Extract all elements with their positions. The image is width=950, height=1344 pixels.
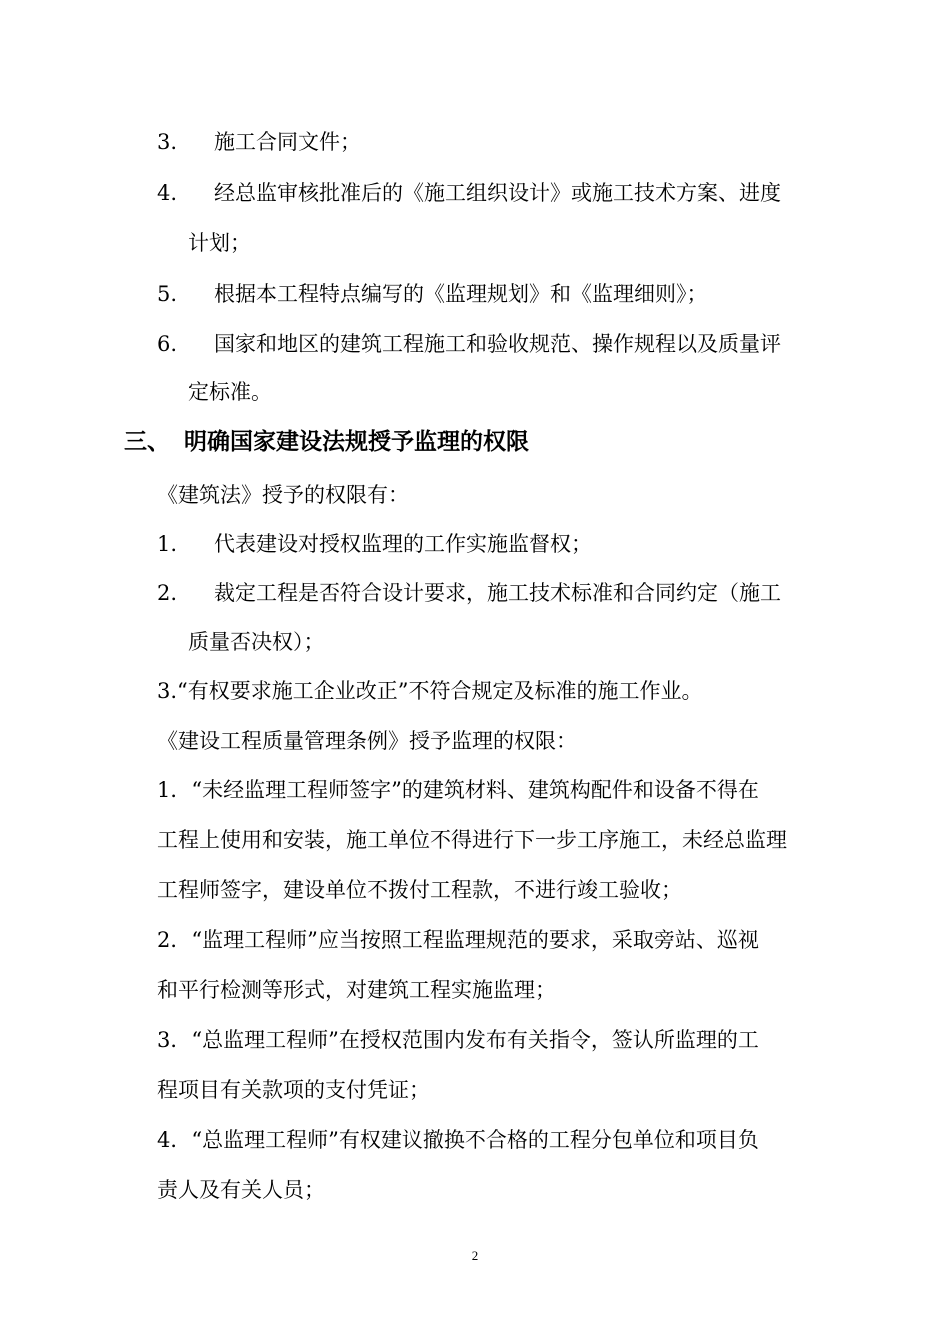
paragraph-line: 和平行检测等形式，对建筑工程实施监理；	[157, 978, 556, 1002]
section-title: 明确国家建设法规授予监理的权限	[184, 429, 529, 455]
section-heading	[124, 427, 529, 457]
building-law-intro: 《建筑法》授予的权限有：	[157, 483, 409, 507]
list-item-continuation: 计划；	[188, 231, 251, 255]
list-item-text: 根据本工程特点编写的《监理规划》和《监理细则》；	[214, 282, 708, 306]
list-item	[157, 179, 781, 207]
list-item-number: 4.	[157, 181, 178, 205]
list-item-number: 5.	[157, 282, 178, 306]
list-item	[157, 280, 708, 308]
list-item-number: 2.	[157, 581, 178, 605]
paragraph-line: 工程上使用和安装，施工单位不得进行下一步工序施工，未经总监理	[157, 828, 787, 852]
paragraph-line: 工程师签字，建设单位不拨付工程款，不进行竣工验收；	[157, 878, 682, 902]
list-item-continuation: 质量否决权）；	[188, 630, 325, 654]
list-item	[157, 530, 592, 558]
list-item	[157, 330, 781, 358]
quality-regulation-intro: 《建设工程质量管理条例》授予监理的权限：	[157, 729, 577, 753]
list-item-continuation: 定标准。	[188, 380, 272, 404]
list-item-text: 国家和地区的建筑工程施工和验收规范、操作规程以及质量评	[214, 332, 781, 356]
paragraph-line: 4．“总监理工程师”有权建议撤换不合格的工程分包单位和项目负	[157, 1128, 759, 1152]
list-item	[157, 579, 781, 607]
list-item	[157, 128, 361, 156]
list-item-text: 代表建设对授权监理的工作实施监督权；	[214, 532, 592, 556]
paragraph-line: 责人及有关人员；	[157, 1178, 325, 1202]
list-item-text: 施工合同文件；	[214, 130, 361, 154]
list-item-number: 3.	[157, 130, 178, 154]
list-item-number: 1.	[157, 532, 178, 556]
section-number: 三、	[124, 429, 170, 455]
list-item-text: 裁定工程是否符合设计要求，施工技术标准和合同约定（施工	[214, 581, 781, 605]
paragraph-line: 1．“未经监理工程师签字”的建筑材料、建筑构配件和设备不得在	[157, 778, 759, 802]
paragraph-line: 2．“监理工程师”应当按照工程监理规范的要求，采取旁站、巡视	[157, 928, 759, 952]
paragraph-line: 3．“总监理工程师”在授权范围内发布有关指令，签认所监理的工	[157, 1028, 759, 1052]
list-item-number: 6.	[157, 332, 178, 356]
list-item: 3.“有权要求施工企业改正”不符合规定及标准的施工作业。	[157, 679, 703, 703]
paragraph-line: 程项目有关款项的支付凭证；	[157, 1078, 430, 1102]
page-number: 2	[471, 1248, 479, 1263]
list-item-text: 经总监审核批准后的《施工组织设计》或施工技术方案、进度	[214, 181, 781, 205]
